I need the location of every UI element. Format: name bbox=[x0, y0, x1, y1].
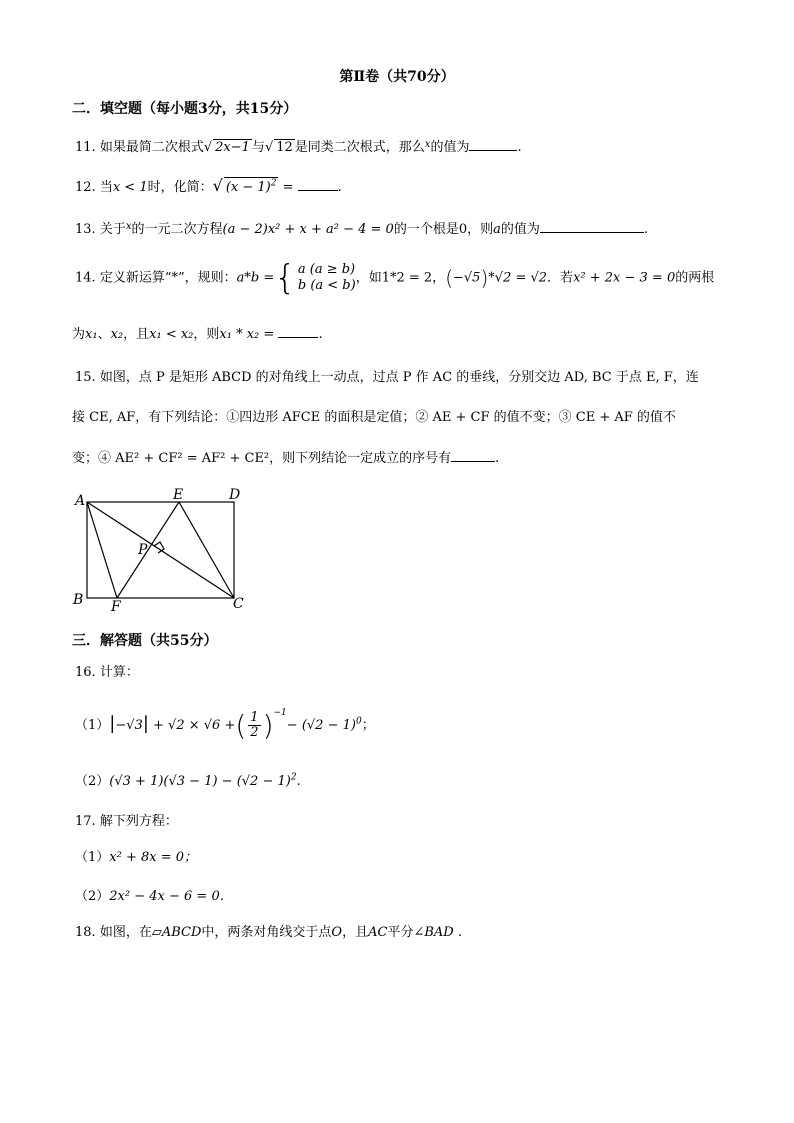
diagonal-ac bbox=[87, 502, 234, 598]
q13-text-4: ，则 bbox=[467, 222, 494, 237]
q16-part-2-exponent: 2 bbox=[290, 772, 297, 783]
label-f: F bbox=[111, 599, 121, 615]
question-17 bbox=[75, 810, 178, 829]
q12-text: 当 bbox=[99, 180, 113, 195]
q13-text-5: 的值为 bbox=[500, 222, 540, 237]
q14-separator: 、 bbox=[97, 327, 111, 342]
q14-condition: x₁ < x₂ bbox=[149, 327, 194, 342]
q11-period: . bbox=[517, 140, 522, 155]
q17-part-1-label: （1） bbox=[75, 850, 110, 865]
question-11: 11. 如果最简二次根式√ 2x−1 与√ 12 是同类二次根式，那么$^x$的值为 . bbox=[75, 139, 522, 155]
q16-abs-value: −√3 bbox=[115, 718, 143, 733]
q14-text-3: ．若 bbox=[547, 270, 574, 286]
q15-answer-blank[interactable] bbox=[451, 449, 495, 462]
q16-part-1: （1）|−√3| + √2 × √6 +( $\frac{1}{2}$ )$^{-1}- (√2 - 1)^0$； bbox=[75, 708, 375, 742]
label-a: A bbox=[75, 493, 86, 509]
parallelogram-icon: ▱ bbox=[151, 925, 162, 940]
q17-equation-1: x² + 8x = 0； bbox=[109, 850, 198, 865]
q16-fraction bbox=[248, 711, 260, 740]
q18-text-3: ，且 bbox=[342, 925, 369, 940]
q11-number: 11. bbox=[75, 140, 96, 155]
q16-part-2 bbox=[75, 770, 301, 789]
q14-text-6: ，且 bbox=[123, 327, 150, 342]
q15-line-2: 接 CE, AF，有下列结论：①四边形 AFCE 的面积是定值；② AE + CF 的值不变；③ CE + AF 的值不 bbox=[72, 410, 676, 425]
q16-part-1-label: （1） bbox=[75, 718, 110, 733]
q16-fraction-denominator: 2 bbox=[250, 725, 259, 740]
q16-exponent-neg-one: −1 bbox=[273, 708, 287, 718]
q12-equals: = bbox=[282, 180, 294, 195]
q18-diagonal: AC bbox=[368, 925, 388, 940]
section-heading-fill-blank: 二．填空题（每小题3分，共15分） bbox=[72, 101, 298, 117]
q12-period: . bbox=[337, 180, 342, 195]
q18-text: 如图，在 bbox=[99, 925, 152, 940]
q16-fraction-numerator: 1 bbox=[250, 710, 259, 725]
question-14-line-2 bbox=[72, 323, 323, 342]
q18-period: . bbox=[457, 925, 463, 940]
q14-period: . bbox=[318, 327, 323, 342]
q11-text: 如果最简二次根式 bbox=[99, 140, 204, 155]
q17-part-2-label: （2） bbox=[75, 889, 110, 904]
q14-example-b: *√2 = √2 bbox=[488, 270, 548, 286]
q16-product: + √2 × √6 + bbox=[153, 718, 236, 733]
q14-x1: x₁ bbox=[85, 327, 98, 342]
line-ef bbox=[117, 502, 179, 598]
q18-angle: ∠BAD bbox=[413, 925, 454, 940]
question-13 bbox=[75, 218, 648, 237]
q14-text-7: ，则 bbox=[193, 327, 220, 342]
q16-number: 16. bbox=[75, 665, 96, 680]
q15-line-3-text: 变；④ AE² + CF² = AF² + CE²，则下列结论一定成立的序号有 bbox=[72, 451, 452, 466]
q11-text-2: 是同类二次根式，那么 bbox=[294, 140, 425, 155]
q18-shape-name: ABCD bbox=[161, 925, 202, 940]
q18-text-2: 中，两条对角线交于点 bbox=[201, 925, 332, 940]
q13-number: 13. bbox=[75, 222, 96, 237]
line-ce bbox=[179, 502, 234, 598]
question-14: 14. 定义新运算“*”，规则：a*b ={ a (a ≥ b) b (a < b) ，如1*2 = 2，(−√5)*√2 = √2．若x² + 2x − 3 = 0的两根 bbox=[75, 258, 715, 298]
question-12: 12. 当x < 1时，化简：√ $(x - 1)^2$ = . bbox=[75, 176, 342, 195]
q13-variable: x bbox=[125, 221, 132, 232]
q11-radical-2: 12 bbox=[276, 140, 293, 155]
q13-text: 关于 bbox=[99, 222, 126, 237]
q14-text-5: 为 bbox=[72, 327, 86, 342]
q11-variable: x bbox=[424, 139, 431, 150]
q14-text-4: 的两根 bbox=[675, 270, 715, 286]
q12-condition: x < 1 bbox=[112, 180, 148, 195]
q13-answer-blank[interactable] bbox=[540, 220, 644, 233]
q16-part-2-end: . bbox=[296, 774, 301, 789]
label-c: C bbox=[233, 596, 244, 612]
line-af bbox=[87, 502, 117, 598]
q14-equation: x² + 2x − 3 = 0 bbox=[573, 270, 676, 286]
q11-answer-blank[interactable] bbox=[469, 138, 517, 151]
q12-expression: (x − 1) bbox=[225, 180, 271, 195]
question-18 bbox=[75, 921, 462, 940]
q14-result: x₁ * x₂ = bbox=[219, 327, 275, 342]
label-p: P bbox=[138, 542, 148, 558]
q14-case-1: a (a ≥ b) bbox=[297, 262, 356, 277]
q17-part-2 bbox=[75, 885, 233, 904]
q14-definition: a*b = bbox=[236, 270, 275, 286]
q17-part-1 bbox=[75, 846, 197, 865]
q16-part-2-expression: (√3 + 1)(√3 − 1) − (√2 − 1) bbox=[109, 774, 291, 789]
q13-variable-a: a bbox=[493, 222, 501, 237]
q18-point-o: O bbox=[331, 925, 343, 940]
q14-x2: x₂ bbox=[110, 327, 124, 342]
rectangle-figure bbox=[70, 484, 260, 616]
q12-text-2: 时，化简： bbox=[147, 180, 213, 195]
label-d: D bbox=[229, 487, 241, 503]
q13-text-3: 的一个根是 bbox=[393, 222, 459, 237]
question-15 bbox=[75, 366, 699, 385]
q17-text: 解下列方程： bbox=[99, 814, 178, 829]
q16-text: 计算： bbox=[99, 665, 139, 680]
q16-power-base: − (√2 − 1) bbox=[286, 718, 356, 733]
q17-number: 17. bbox=[75, 814, 96, 829]
q16-exponent-zero: 0 bbox=[355, 716, 362, 727]
question-16 bbox=[75, 661, 139, 680]
page-title: 第Ⅱ卷（共70分） bbox=[339, 69, 455, 85]
q14-example-a: −√5 bbox=[453, 270, 481, 286]
q12-answer-blank[interactable] bbox=[298, 178, 338, 191]
q11-radical-1: 2x−1 bbox=[215, 140, 250, 155]
q15-number: 15. bbox=[75, 370, 96, 385]
q14-answer-blank[interactable] bbox=[278, 325, 318, 338]
q12-exponent: 2 bbox=[270, 178, 277, 189]
q11-text-3: 的值为 bbox=[430, 140, 470, 155]
label-e: E bbox=[173, 487, 184, 503]
q13-text-2: 的一元二次方程 bbox=[131, 222, 223, 237]
q15-line-1: 如图，点 P 是矩形 ABCD 的对角线上一动点，过点 P 作 AC 的垂线，分别交边 AD, BC 于点 E, F，连 bbox=[99, 370, 699, 385]
q18-number: 18. bbox=[75, 925, 96, 940]
label-b: B bbox=[73, 592, 84, 608]
q11-text-and: 与 bbox=[251, 140, 265, 155]
q13-zero: 0 bbox=[458, 222, 468, 237]
q15-period: . bbox=[495, 451, 500, 466]
q12-number: 12. bbox=[75, 180, 96, 195]
q16-part-2-label: （2） bbox=[75, 774, 110, 789]
q15-line-3 bbox=[72, 447, 499, 466]
q14-number: 14. bbox=[75, 270, 96, 286]
section-heading-solve: 三．解答题（共55分） bbox=[72, 633, 218, 649]
q13-period: . bbox=[643, 222, 649, 237]
q16-part-1-end: ； bbox=[361, 718, 375, 733]
q14-text-2: ，如1*2 = 2， bbox=[355, 270, 446, 286]
q14-case-2: b (a < b) bbox=[297, 278, 356, 293]
q13-equation: (a − 2)x² + x + a² − 4 = 0 bbox=[222, 222, 394, 237]
q17-equation-2: 2x² − 4x − 6 = 0． bbox=[109, 889, 233, 904]
q18-text-4: 平分 bbox=[387, 925, 414, 940]
q14-cases bbox=[298, 262, 356, 294]
q14-text: 定义新运算“*”，规则： bbox=[99, 270, 237, 286]
